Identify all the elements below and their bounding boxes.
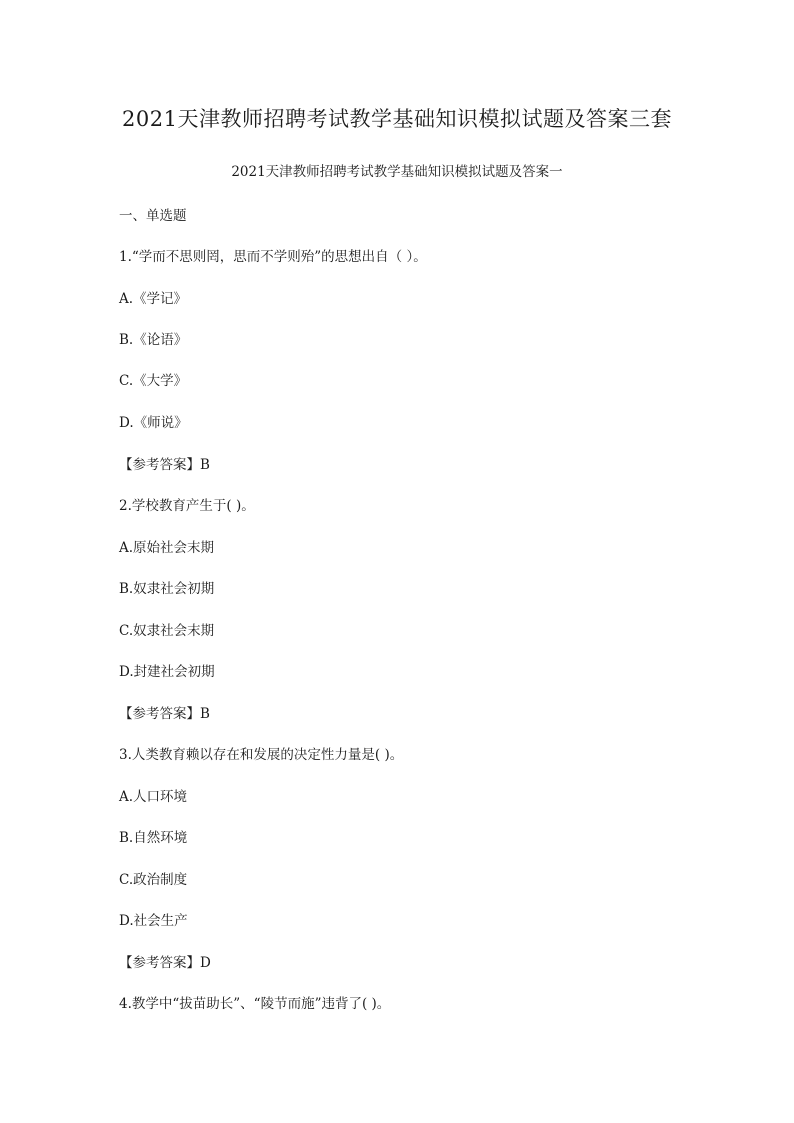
document-title: 2021天津教师招聘考试教学基础知识模拟试题及答案三套 xyxy=(122,107,672,131)
question-stem: 4.教学中“拔苗助长”、“陵节而施”违背了( )。 xyxy=(119,996,391,1012)
question-option: B.《论语》 xyxy=(119,332,188,348)
question-option: A.《学记》 xyxy=(119,291,188,307)
question-option: D.《师说》 xyxy=(119,415,188,431)
section-heading: 一、单选题 xyxy=(119,208,187,224)
question-option: D.社会生产 xyxy=(119,913,188,929)
question-option: D.封建社会初期 xyxy=(119,664,215,680)
question-option: B.自然环境 xyxy=(119,830,188,846)
reference-answer: 【参考答案】B xyxy=(119,457,210,473)
question-option: A.原始社会末期 xyxy=(119,540,215,556)
question-stem: 2.学校教育产生于( )。 xyxy=(119,498,255,514)
question-option: C.政治制度 xyxy=(119,872,188,888)
reference-answer: 【参考答案】D xyxy=(119,955,211,971)
question-stem: 3.人类教育赖以存在和发展的决定性力量是( )。 xyxy=(119,747,404,763)
question-option: B.奴隶社会初期 xyxy=(119,581,215,597)
question-option: C.《大学》 xyxy=(119,373,188,389)
reference-answer: 【参考答案】B xyxy=(119,706,210,722)
question-option: A.人口环境 xyxy=(119,789,188,805)
question-stem: 1.“学而不思则罔，思而不学则殆”的思想出自（ ）。 xyxy=(119,249,427,265)
document-subtitle: 2021天津教师招聘考试教学基础知识模拟试题及答案一 xyxy=(231,164,563,180)
question-option: C.奴隶社会末期 xyxy=(119,623,215,639)
